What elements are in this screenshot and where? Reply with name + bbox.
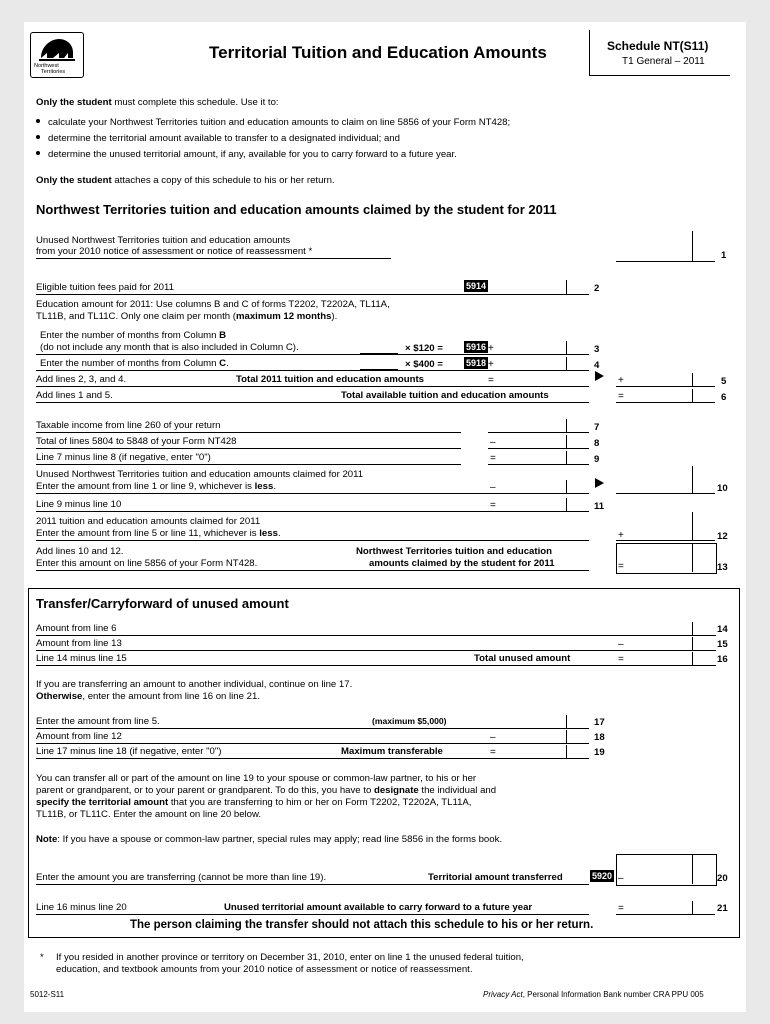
plus-sign: +	[488, 359, 494, 370]
privacy-act: Privacy Act	[483, 990, 523, 999]
arrow-right-icon	[595, 371, 604, 381]
code-5920: 5920	[592, 871, 613, 881]
code-5916: 5916	[466, 342, 487, 352]
line10-label-a: Unused Northwest Territories tuition and education amounts claimed for 2011	[36, 469, 364, 480]
line2-label: Eligible tuition fees paid for 2011	[36, 282, 174, 293]
line12-label-b	[36, 528, 281, 539]
line2-field[interactable]	[492, 280, 589, 294]
line-number: 2	[594, 283, 600, 294]
line-number: 15	[717, 639, 728, 650]
bullet-text: calculate your Northwest Territories tuition and education amounts to claim on line 5856 of your Form NT428;	[48, 117, 511, 128]
line19-total: Maximum transferable	[341, 746, 443, 757]
line3-text: Enter the number of months from Column	[40, 330, 220, 341]
line17-max: (maximum $5,000)	[372, 716, 447, 726]
line-number: 11	[594, 501, 605, 512]
footnote-line1: If you resided in another province or territory on December 31, 2010, enter on line 1 the unused federal tuition,	[56, 952, 524, 963]
logo-text-1: Northwest	[34, 63, 59, 69]
line7-label: Taxable income from line 260 of your return	[36, 420, 221, 431]
line13-field[interactable]	[616, 543, 717, 574]
line-number: 1	[721, 250, 727, 261]
header	[24, 22, 746, 84]
equals-sign: =	[618, 654, 624, 665]
minus-sign: –	[618, 639, 624, 650]
line20-total: Territorial amount transferred	[428, 872, 563, 883]
line1-field[interactable]	[616, 231, 715, 262]
equals-sign: =	[618, 903, 624, 914]
line13-total-b: amounts claimed by the student for 2011	[369, 558, 555, 569]
line1-label-a: Unused Northwest Territories tuition and education amounts	[36, 235, 291, 246]
bullet-text: determine the territorial amount available to transfer to a designated individual; and	[48, 133, 400, 144]
equals-sign: =	[490, 747, 496, 758]
line20-label: Enter the amount you are transferring (cannot be more than line 19).	[36, 872, 327, 883]
polar-bear-icon	[37, 36, 77, 64]
mult-400: × $400 =	[405, 359, 443, 370]
line4-bold: C	[219, 358, 227, 369]
line10-field[interactable]	[616, 466, 715, 494]
line6-field[interactable]	[616, 389, 715, 403]
footnote-line2: education, and textbook amounts from your 2010 notice of assessment or notice of reassessment.	[56, 964, 473, 975]
intro-bold: Only the student	[36, 97, 112, 108]
otherwise-bold: Otherwise	[36, 691, 83, 702]
code-5918: 5918	[466, 358, 487, 368]
plus-sign: +	[618, 530, 624, 541]
equals-sign: =	[490, 500, 496, 511]
line-number: 21	[717, 903, 728, 914]
line18-label: Amount from line 12	[36, 731, 122, 742]
logo	[30, 32, 84, 78]
equals-sign: =	[490, 453, 496, 464]
schedule-box	[589, 30, 730, 76]
line13-total-a: Northwest Territories tuition and education	[356, 546, 552, 557]
line3-months-field[interactable]	[360, 342, 398, 354]
bullet-icon	[36, 151, 40, 155]
edu-text: TL11B, and TL11C. Only one claim per month (	[36, 311, 236, 322]
line4-text: Enter the number of months from Column	[40, 358, 220, 369]
line15-label: Amount from line 13	[36, 638, 122, 649]
line3-label-a	[40, 330, 226, 341]
line9-field[interactable]	[488, 451, 589, 465]
edu-label-a: Education amount for 2011: Use columns B and C of forms T2202, T2202A, TL11A,	[36, 299, 390, 310]
line5-total: Total 2011 tuition and education amounts	[236, 374, 424, 385]
line-number: 4	[594, 360, 600, 371]
form-number: 5012-S11	[30, 990, 65, 999]
line-number: 8	[594, 438, 600, 449]
line12-label-a: 2011 tuition and education amounts claimed for 2011	[36, 516, 261, 527]
section2-heading: Transfer/Carryforward of unused amount	[36, 596, 289, 611]
line16-label: Line 14 minus line 15	[36, 653, 127, 664]
transfer-para-3	[36, 797, 471, 808]
line7-field[interactable]	[488, 419, 589, 433]
attach-bold: Only the student	[36, 175, 112, 186]
edu-bold: maximum 12 months	[235, 311, 332, 322]
line14-label: Amount from line 6	[36, 623, 117, 634]
line10-text: .	[273, 481, 276, 492]
transfer-para-1: You can transfer all or part of the amount on line 19 to your spouse or common-law partner, to his or her	[36, 773, 477, 784]
line-number: 18	[594, 732, 605, 743]
privacy-rest: , Personal Information Bank number CRA PPU 005	[522, 990, 704, 999]
transfer-instruction-a: If you are transferring an amount to another individual, continue on line 17.	[36, 679, 353, 690]
line-number: 3	[594, 344, 600, 355]
section1-heading: Northwest Territories tuition and education amounts claimed by the student for 2011	[36, 202, 557, 217]
equals-sign: =	[618, 561, 624, 572]
line-number: 7	[594, 422, 600, 433]
attach-rest: attaches a copy of this schedule to his or her return.	[111, 175, 335, 186]
transfer-instruction-b	[36, 691, 260, 702]
intro-rest: must complete this schedule. Use it to:	[111, 97, 279, 108]
bullet-1	[36, 117, 510, 128]
line13-label-b: Enter this amount on line 5856 of your Form NT428.	[36, 558, 258, 569]
transfer-para-2	[36, 785, 496, 796]
line4-months-field[interactable]	[360, 358, 398, 370]
edu-label-b	[36, 311, 337, 322]
bullet-text: determine the unused territorial amount, if any, available for you to carry forward to a future year.	[48, 149, 457, 160]
minus-sign: –	[490, 437, 496, 448]
line10-bold: less	[254, 481, 274, 492]
line8-label: Total of lines 5804 to 5848 of your Form NT428	[36, 436, 237, 447]
code-5914: 5914	[466, 281, 487, 291]
minus-sign: –	[490, 732, 496, 743]
bullet-2	[36, 133, 400, 144]
transfer-para-4: TL11B, or TL11C. Enter the amount on line 20 below.	[36, 809, 262, 820]
line6-label: Add lines 1 and 5.	[36, 390, 113, 401]
plus-sign: +	[488, 343, 494, 354]
line6-total: Total available tuition and education amounts	[341, 390, 549, 401]
schedule-label: Schedule NT(S11)	[607, 39, 709, 53]
equals-sign: =	[488, 375, 494, 386]
line12-text: Enter the amount from line 5 or line 11, whichever is	[36, 528, 260, 539]
line3-label-b: (do not include any month that is also included in Column C).	[40, 342, 299, 353]
intro-line	[36, 97, 279, 108]
line9-label: Line 7 minus line 8 (if negative, enter "0")	[36, 452, 211, 463]
line8-field[interactable]	[488, 435, 589, 449]
footnote-star: *	[40, 952, 44, 963]
line-number: 14	[717, 624, 728, 635]
line12-field[interactable]	[616, 512, 715, 541]
para-text: parent or grandparent, or to your parent or grandparent. To do this, you have to	[36, 785, 374, 796]
line-number: 6	[721, 392, 727, 403]
minus-sign: –	[490, 482, 496, 493]
minus-sign: –	[618, 873, 624, 884]
line3-bold: B	[219, 330, 227, 341]
para-bold: designate	[373, 785, 419, 796]
line4-text: .	[226, 358, 229, 369]
line12-text: .	[277, 528, 281, 539]
bullet-icon	[36, 135, 40, 139]
equals-sign: =	[618, 391, 624, 402]
line10-label-b	[36, 481, 276, 492]
line-number: 17	[594, 717, 605, 728]
note-rest: : If you have a spouse or common-law partner, special rules may apply; read line 5856 in the forms book.	[57, 834, 503, 845]
line1-label-b: from your 2010 notice of assessment or notice of reassessment *	[36, 246, 313, 257]
line-number: 12	[717, 531, 728, 542]
para-text: the individual and	[418, 785, 497, 796]
line13-label-a: Add lines 10 and 12.	[36, 546, 124, 557]
page-title: Territorial Tuition and Education Amounts	[209, 43, 547, 62]
line12-bold: less	[259, 528, 278, 539]
bullet-3	[36, 149, 457, 160]
line21-label: Line 16 minus line 20	[36, 902, 127, 913]
line-number: 9	[594, 454, 600, 465]
closing-statement: The person claiming the transfer should not attach this schedule to his or her return.	[130, 919, 594, 931]
line20-field[interactable]	[616, 854, 717, 886]
note-bold: Note	[36, 834, 58, 845]
attach-line	[36, 175, 335, 186]
line10-text: Enter the amount from line 1 or line 9, whichever is	[36, 481, 255, 492]
mult-120: × $120 =	[405, 343, 443, 354]
line5-field[interactable]	[616, 373, 715, 387]
line-number: 16	[717, 654, 728, 665]
line21-field[interactable]	[616, 901, 715, 915]
line21-total: Unused territorial amount available to carry forward to a future year	[224, 902, 533, 913]
line-number: 10	[717, 483, 728, 494]
bullet-icon	[36, 119, 40, 123]
arrow-right-icon	[595, 478, 604, 488]
para-bold: specify the territorial amount	[36, 797, 169, 808]
privacy-statement	[483, 989, 704, 1000]
line-number: 20	[717, 873, 728, 884]
line17-label: Enter the amount from line 5.	[36, 716, 160, 727]
line5-label: Add lines 2, 3, and 4.	[36, 374, 127, 385]
line16-total: Total unused amount	[474, 653, 571, 664]
plus-sign: +	[618, 375, 624, 386]
line4-label	[40, 358, 229, 369]
note-line	[36, 834, 502, 845]
edu-text: ).	[331, 311, 338, 322]
line-number: 19	[594, 747, 605, 758]
otherwise-rest: , enter the amount from line 16 on line 21.	[82, 691, 260, 702]
form-label: T1 General – 2011	[622, 56, 705, 67]
line-number: 5	[721, 376, 727, 387]
form-page	[24, 22, 746, 1012]
logo-text-2: Territories	[41, 69, 66, 75]
line11-label: Line 9 minus line 10	[36, 499, 122, 510]
line19-label: Line 17 minus line 18 (if negative, enter "0")	[36, 746, 222, 757]
para-text: that you are transferring to him or her on Form T2202, T2202A, TL11A,	[168, 797, 472, 808]
line-number: 13	[717, 562, 728, 573]
